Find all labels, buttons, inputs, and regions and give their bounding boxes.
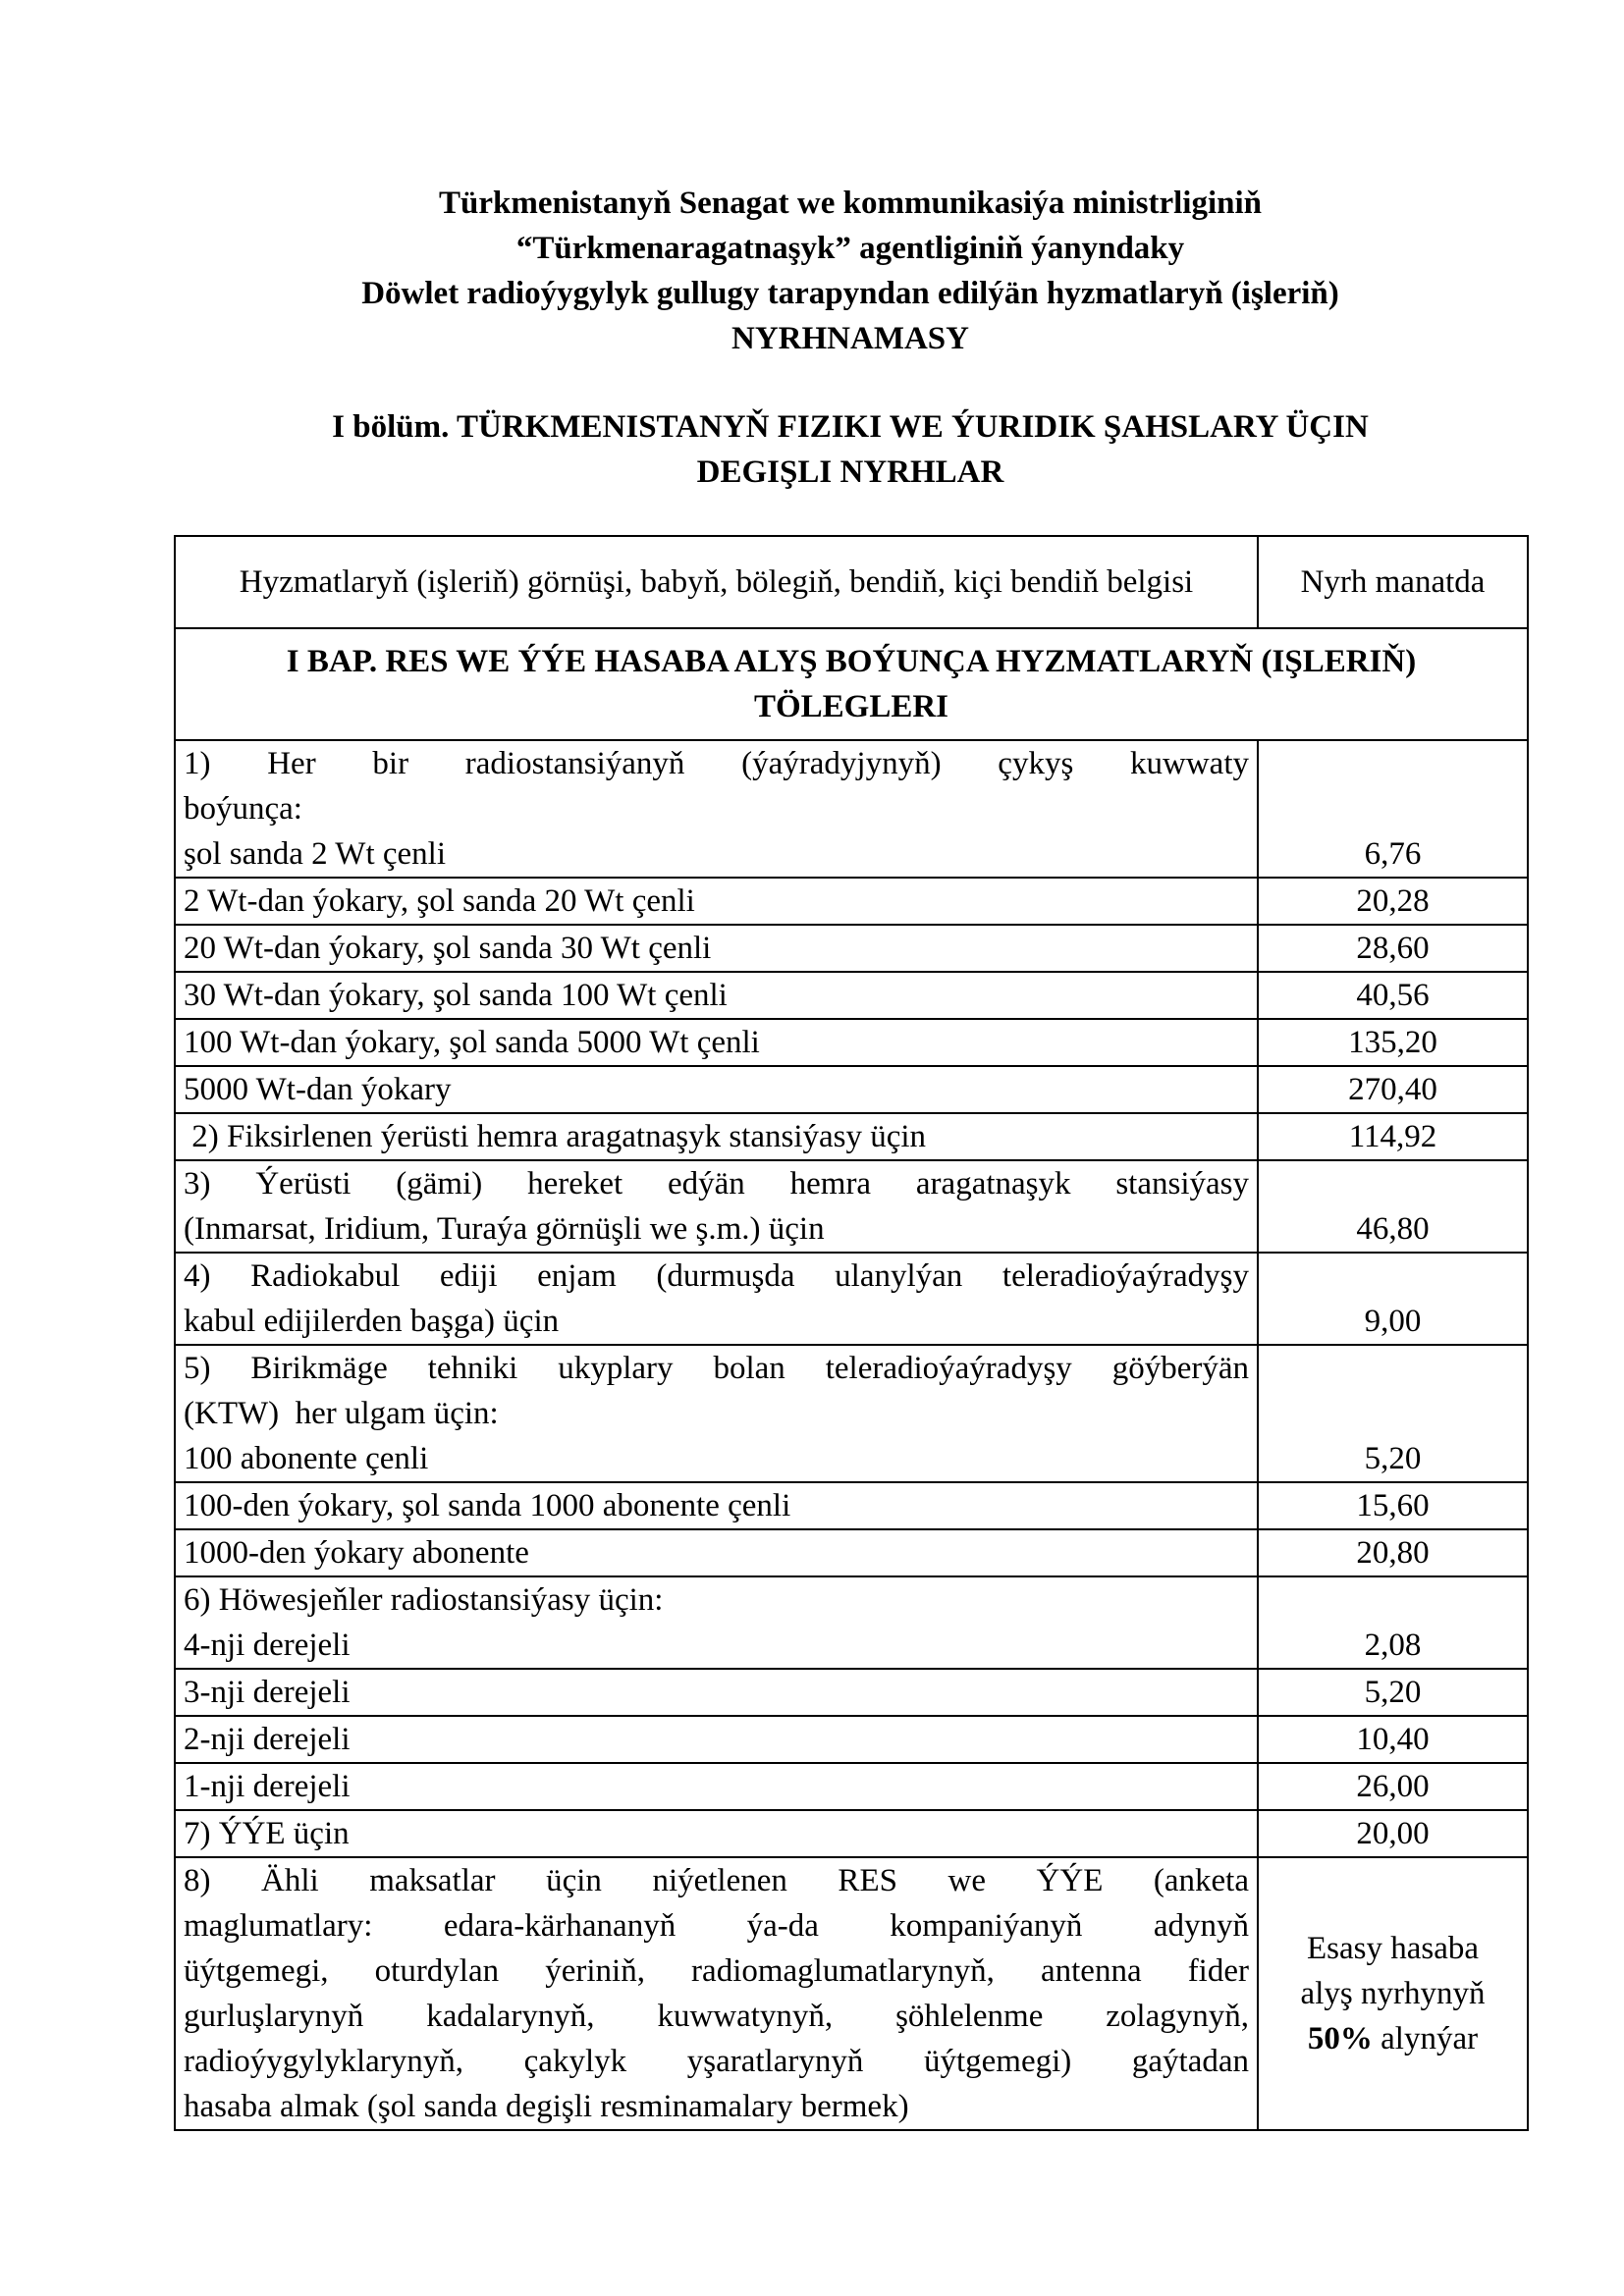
table-row xyxy=(175,972,1528,1019)
title-line-4: NYRHNAMASY xyxy=(731,321,969,356)
title-line-2: “Türkmenaragatnaşyk” agentliginiň ýanyndaky xyxy=(515,231,1185,266)
row-description: 100 Wt-dan ýokary, şol sanda 5000 Wt çenli xyxy=(175,1019,1258,1066)
table-row xyxy=(175,1253,1528,1345)
table-row xyxy=(175,1113,1528,1160)
title-line-3: Döwlet radioýygylyk gullugy tarapyndan edilýän hyzmatlaryň (işleriň) xyxy=(361,276,1339,311)
table-row xyxy=(175,1019,1528,1066)
row-sub-line: şol sanda 2 Wt çenli xyxy=(184,836,446,872)
row-description xyxy=(175,1253,1258,1345)
row-description xyxy=(175,1345,1258,1482)
row-line: radioýygylyklarynyň, çakylyk yşaratlarynyň üýtgemegi) gaýtadan xyxy=(184,2044,1249,2079)
row-line: üýtgemegi, oturdylan ýeriniň, radiomaglumatlarynyň, antenna fider xyxy=(184,1953,1249,1989)
row-description xyxy=(175,1576,1258,1669)
header-price: Nyrh manatda xyxy=(1258,536,1528,628)
table-row xyxy=(175,1066,1528,1113)
row-price: 9,00 xyxy=(1258,1253,1528,1345)
header-description: Hyzmatlaryň (işleriň) görnüşi, babyň, bölegiň, bendiň, kiçi bendiň belgisi xyxy=(175,536,1258,628)
table-row xyxy=(175,1529,1528,1576)
table-row xyxy=(175,1345,1528,1482)
row-price: 28,60 xyxy=(1258,925,1528,972)
row-line: boýunça: xyxy=(184,791,302,827)
row-line: (Inmarsat, Iridium, Turaýa görnüşli we ş.m.) üçin xyxy=(184,1211,825,1247)
row-line: 8) Ähli maksatlar üçin niýetlenen RES we ÝÝE (anketa xyxy=(184,1863,1249,1898)
table-row xyxy=(175,740,1528,878)
row-description: 1-nji derejeli xyxy=(175,1763,1258,1810)
row-price: 40,56 xyxy=(1258,972,1528,1019)
price-line: alyş nyrhynyň xyxy=(1300,1976,1486,2011)
row-description: 5000 Wt-dan ýokary xyxy=(175,1066,1258,1113)
table-header-row xyxy=(175,536,1528,628)
row-price: 5,20 xyxy=(1258,1669,1528,1716)
row-description xyxy=(175,1160,1258,1253)
table-row xyxy=(175,1857,1528,2130)
row-line: maglumatlary: edara-kärhananyň ýa-da kompaniýanyň adynyň xyxy=(184,1908,1249,1944)
section-line-2: DEGIŞLI NYRHLAR xyxy=(696,454,1004,490)
price-line: Esasy hasaba xyxy=(1306,1931,1480,1966)
row-line: kabul edijilerden başga) üçin xyxy=(184,1304,560,1339)
row-price: 20,80 xyxy=(1258,1529,1528,1576)
row-price: 15,60 xyxy=(1258,1482,1528,1529)
row-description: 2 Wt-dan ýokary, şol sanda 20 Wt çenli xyxy=(175,878,1258,925)
row-price: 270,40 xyxy=(1258,1066,1528,1113)
row-description: 20 Wt-dan ýokary, şol sanda 30 Wt çenli xyxy=(175,925,1258,972)
table-row xyxy=(175,1576,1528,1669)
chapter-row xyxy=(175,628,1528,740)
table-row xyxy=(175,878,1528,925)
table-row xyxy=(175,925,1528,972)
row-price: 2,08 xyxy=(1258,1576,1528,1669)
table-row xyxy=(175,1669,1528,1716)
row-description: 1000-den ýokary abonente xyxy=(175,1529,1258,1576)
row-lead-line: 3) Ýerüsti (gämi) hereket edýän hemra aragatnaşyk stansiýasy xyxy=(184,1166,1249,1201)
price-tail: alynýar xyxy=(1372,2021,1479,2056)
row-sub-line: 4-nji derejeli xyxy=(184,1628,351,1663)
row-lead-line: 4) Radiokabul ediji enjam (durmuşda ulanylýan teleradioýaýradyşy xyxy=(184,1258,1249,1294)
table-row xyxy=(175,1482,1528,1529)
tariff-table xyxy=(174,535,1529,2131)
row-line: 6) Höwesjeňler radiostansiýasy üçin: xyxy=(184,1582,664,1618)
table-row xyxy=(175,1160,1528,1253)
row-description: 7) ÝÝE üçin xyxy=(175,1810,1258,1857)
row-price: 20,28 xyxy=(1258,878,1528,925)
row-price: 20,00 xyxy=(1258,1810,1528,1857)
row-description: 2-nji derejeli xyxy=(175,1716,1258,1763)
table-row xyxy=(175,1810,1528,1857)
row-price xyxy=(1258,1857,1528,2130)
row-price: 114,92 xyxy=(1258,1113,1528,1160)
row-price: 10,40 xyxy=(1258,1716,1528,1763)
row-description: 3-nji derejeli xyxy=(175,1669,1258,1716)
row-price: 46,80 xyxy=(1258,1160,1528,1253)
row-description xyxy=(175,1857,1258,2130)
row-line: gurluşlarynyň kadalarynyň, kuwwatynyň, şöhlelenme zolagynyň, xyxy=(184,1999,1249,2034)
row-price: 26,00 xyxy=(1258,1763,1528,1810)
row-description: 2) Fiksirlenen ýerüsti hemra aragatnaşyk stansiýasy üçin xyxy=(175,1113,1258,1160)
row-lead-line: 5) Birikmäge tehniki ukyplary bolan teleradioýaýradyşy göýberýän xyxy=(184,1351,1249,1386)
row-description xyxy=(175,740,1258,878)
row-price: 6,76 xyxy=(1258,740,1528,878)
title-line-1: Türkmenistanyň Senagat we kommunikasiýa ministrliginiň xyxy=(439,186,1262,221)
row-description: 100-den ýokary, şol sanda 1000 abonente çenli xyxy=(175,1482,1258,1529)
price-line xyxy=(1267,2016,1519,2061)
row-lead-line: 1) Her bir radiostansiýanyň (ýaýradyjynyň) çykyş kuwwaty xyxy=(184,746,1249,781)
document-title xyxy=(174,181,1527,361)
row-description: 30 Wt-dan ýokary, şol sanda 100 Wt çenli xyxy=(175,972,1258,1019)
chapter-title: I BAP. RES WE ÝÝE HASABA ALYŞ BOÝUNÇA HYZMATLARYŇ (IŞLERIŇ) TÖLEGLERI xyxy=(175,628,1528,740)
table-row xyxy=(175,1763,1528,1810)
row-line: (KTW) her ulgam üçin: xyxy=(184,1396,499,1431)
section-line-1: I bölüm. TÜRKMENISTANYŇ FIZIKI WE ÝURIDIK ŞAHSLARY ÜÇIN xyxy=(332,409,1369,445)
row-last-line: hasaba almak (şol sanda degişli resminamalary bermek) xyxy=(184,2089,909,2124)
section-heading xyxy=(174,404,1527,495)
row-sub-line: 100 abonente çenli xyxy=(184,1441,429,1476)
price-percentage: 50% xyxy=(1307,2021,1373,2056)
row-price: 135,20 xyxy=(1258,1019,1528,1066)
table-row xyxy=(175,1716,1528,1763)
row-price: 5,20 xyxy=(1258,1345,1528,1482)
